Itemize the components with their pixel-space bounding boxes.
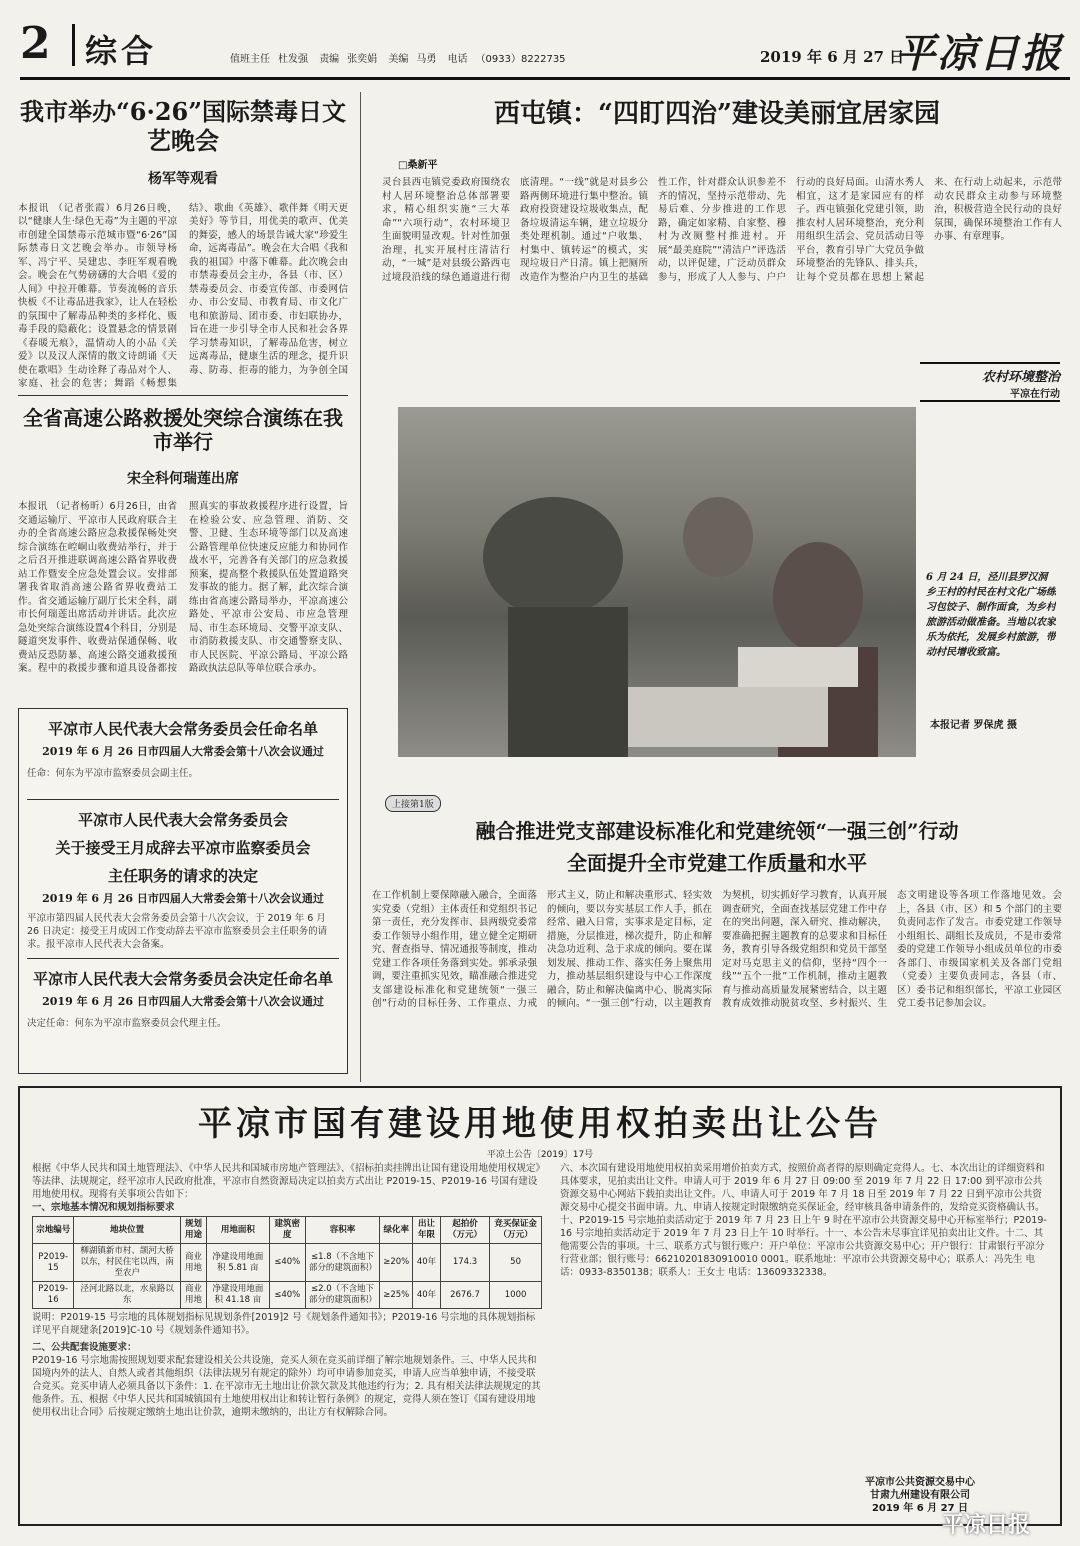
table-cell: ≥20% [380,1244,413,1282]
announcement-intro: 根据《中华人民共和国土地管理法》、《中华人民共和国城市房地产管理法》、《招标拍卖挂牌出让国有建设用地使用权规定》等法律、法规规定，经平凉市人民政府批准，平凉市自然资源局决定以拍卖方式出让 P2019-15、P2019-16 号国有建设用地使用权。现将有关事项公告如下： [32,1163,541,1200]
divider [27,799,339,800]
notice-date: 2019 年 6 月 26 日市四届人大常委会第十八次会议通过 [42,892,324,905]
table-cell: 174.3 [440,1244,489,1282]
paper-name: 平凉日报 [895,30,1063,77]
announcement-title: 平凉市国有建设用地使用权拍卖出让公告 [198,1104,882,1144]
column-header: 宗地编号 [33,1217,74,1244]
notice-decision [27,965,339,1030]
column-header: 容积率 [305,1217,379,1244]
notice-title-line-1: 平凉市人民代表大会常务委员会 [77,811,288,829]
notice-resignation [27,806,339,952]
table-cell: P2019-16 [33,1282,74,1309]
announcement-body-right: 六、本次国有建设用地使用权拍卖采用增价拍卖方式，按照价高者得的原则确定竞得人。七、本次出让的详细资料和具体要求，见拍卖出让文件。申请人可于 2019 年 6 月 27 日 09:00 至 2019 年 7 月 22 日 17:00 到平凉市公共资源交易中心网站下载拍卖出让文件。八、申请人可于 2019 年 7 月 18 日至 2019 年 7 月 22 日到平凉市公共资源交易中心提交书面申请。九、申请人按规定时限缴纳竞买保证金，经审核具备申请条件的，发给竞买资格确认书。十、P2019-15 号宗地拍卖活动定于 2019 年 7 月 23 日上午 9 时在平凉市公共资源交易中心开标室举行；P2019-16 号宗地拍卖活动定于 2019 年 7 月 23 日上午 10 时举行。十一、本公告未尽事宜详见拍卖出让文件。十二、其他需要公告的事项。十三、联系方式与银行账户：开户单位：平凉市公共资源交易中心；开户银行：甘肃银行平凉分行营业部；银行账号：66210201830910010 0001。联系地址：平凉市公共资源交易中心；联系人：冯先生 电话：0933-8350138；联系人：王女士 电话：13609332338。 [560,1163,1047,1278]
continued-tag: 上接第1版 [385,795,441,812]
watermark-logo: 平凉日报 [942,1513,1031,1538]
column-header: 用地面积 [207,1217,269,1244]
column-rule [360,92,361,1082]
table-cell: 商业用地 [180,1244,206,1282]
parcel-table [32,1216,542,1309]
notice-appointment [27,715,339,793]
notice-title-line-2: 关于接受王月成辞去平凉市监察委员会 [55,839,311,857]
divider [18,395,348,396]
phone-number: （0933）8222735 [475,54,566,65]
article-party-building [372,815,1062,1089]
notice-title: 平凉市人民代表大会常务委员会决定任命名单 [32,970,333,988]
notice-date: 2019 年 6 月 26 日市四届人大常委会第十八次会议通过 [42,745,324,758]
notice-body: 决定任命：何东为平凉市监察委员会代理主任。 [27,1018,227,1029]
divider [27,958,339,959]
issue-date: 2019 年 6 月 27 日 [760,48,905,66]
appointment-notices [18,708,348,1074]
article-body: 本报讯 （记者杨昕）6月26日，由省交通运输厅、平凉市人民政府联合主办的全省高速公路应急救援保畅处突综合演练在崆峒山收费站举行，并于之后召开推进联调高速公路省界收费站工作暨安全应急处置会议。安排部署我省取消高速公路省界收费站工作。省交通运输厅副厅长宋全科，副市长何瑞莲出席活动并讲话。此次应急处突综合演练设置4个科目，分别是隧道突发事件、收费站保通保畅、收费站反恐防暴、高速公路交通救援预案。程中的救援步骤和道具设备都按照真实的事故救援程序进行设置，旨在检验公安、应急管理、消防、交警、卫健、生态环境等部门以及高速公路管理单位快速反应能力和协同作战水平，完善各有关部门的应急救援预案，提高整个救援队伍处置道路突发事故的能力。据了解，此次综合演练由省高速公路局举办，平凉高速公路处、平凉市公安局、市应急管理局、市生态环境局、交警平凉支队、市消防救援支队、市交通警察支队、市人民医院、平凉公路局、平凉公路路政执法总队等单位联合承办。 [18,501,348,674]
article-title: 我市举办“6·26”国际禁毒日文艺晚会 [19,97,347,155]
article-title: 西屯镇：“四盯四治”建设美丽宜居家园 [494,99,940,129]
table-row [33,1244,542,1282]
table-cell: ≤40% [269,1244,305,1282]
page-number: 2 [20,18,51,69]
masthead [20,18,1070,80]
table-cell: 柳湖镇新市村、颉河大桥以东，村民住宅以西，南至农户 [74,1244,181,1282]
table-cell: 40年 [413,1282,441,1309]
article-xitun-town [372,92,1062,438]
article-subtitle: 杨军等观看 [148,170,218,187]
section-heading: 二、公共配套设施要求： [32,1342,137,1353]
announcement-ref: 平凉土公告〔2019〕17号 [486,1150,594,1160]
article-body: 在工作机制上要保障融入融合，全面落实党委（党组）主体责任和党组织书记第一责任，充分发挥市、县两级党委常委工作领导小组作用，建立健全定期研究、督查指导、情况通报等制度，推动党建工作各项任务落到实处。郭承录强调，要注重抓实见效，瞄准融合推进党支部建设标准化和党建统领“一强三创”行动的目标任务、工作重点、力戒形式主义，防止和解决重形式、轻实效的倾向，要以夯实基层工作人手，抓在经常、融入日常，实事求是定目标，定措施，分层推进，梯次提升，防止和解决急功近利、急于求成的倾向。要在谋划发展、推动工作、落实任务上聚焦用力，推动基层组织建设与中心工作深度融合，防止和解决偏离中心、脱离实际的倾向。“一强三创”行动，以主题教育为契机，切实抓好学习教育，认真开展调查研究，全面查找基层党建工作中存在的突出问题，深入研究、推动解决，要准确把握主题教育的总要求和目标任务，教育引导各级党组织和党员干部坚定对马克思主义的信仰，坚持“四个一线”“五个一批”工作机制，推动主题教育与推动高质量发展紧密结合，以主题教育成效推动脱贫攻坚、乡村振兴、生态文明建设等各项工作落地见效。会上，各县（市、区）和 5 个部门的主要负责同志作了发言。市委党建工作领导小组组长、副组长及成员，不是市委常委的党建工作领导小组成员单位的市委各部门、市级国家机关及各部门党组（党委）主要负责同志，各县（市、区）委书记和组织部长，平凉工业园区党工委书记参加会议。 [372,890,1062,1009]
photo-scene [398,407,916,757]
table-cell: 2676.7 [440,1282,489,1309]
signature-date: 2019 年 6 月 27 日 [871,1503,969,1514]
environment-tag [920,362,1060,402]
column-header: 出让年限 [413,1217,441,1244]
column-header: 绿化率 [380,1217,413,1244]
table-cell: 商业用地 [180,1282,206,1309]
section-heading: 一、宗地基本情况和规划指标要求 [32,1202,175,1213]
article-title-line-1: 融合推进党支部建设标准化和党建统领“一强三创”行动 [475,819,959,843]
notice-date: 2019 年 6 月 26 日市四届人大常委会第十八次会议通过 [42,995,324,1008]
article-body: 本报讯 （记者张霞）6月26日晚，以“健康人生·绿色无毒”为主题的平凉市创建全国禁毒示范城市暨“6·26”国际禁毒日文艺晚会举办。市领导杨军、冯宁平、吴建忠、李旺军观看晚会。晚会在气势磅礴的大合唱《爱的人间》中拉开帷幕。节奏流畅的音乐快板《不让毒品进我家》，让人在轻松的氛围中了解毒品种类的多样化、贩毒手段的隐蔽化；设置悬念的情景剧《春暖无痕》，温情动人的小品《关爱》以及汉人深情的散文诗朗诵《天使在歌唱》生动诠释了毒品对个人、家庭、社会的危害；舞蹈《畅想集结》、歌曲《英雄》、歌伴舞《明天更美好》等节目，用优美的歌声、优美的舞姿，感人的场景告诫大家“珍爱生命，远离毒品”。晚会在大合唱《我和我的祖国》中落下帷幕。此次晚会由市禁毒委员会主办，各县（市、区）禁毒委员会、市委宣传部、市委网信办、市公安局、市教育局、市文化广电和旅游局、团市委、市妇联协办，旨在进一步引导全市人民和社会各界学习禁毒知识，了解毒品危害，树立远离毒品，健康生活的理念，提升识毒、防毒、拒毒的能力，为争创全国 [18,202,348,390]
responsible-label: 责编 [319,54,340,65]
editor-name: 杜发强 [278,54,308,65]
notice-body: 任命：何东为平凉市监察委员会副主任。 [27,768,199,779]
art-name: 马勇 [416,54,437,65]
table-cell: ≤40% [269,1282,305,1309]
notice-title: 平凉市人民代表大会常务委员会任命名单 [47,720,318,738]
table-cell: ≤2.0（不含地下部分的建筑面积） [305,1282,379,1309]
table-header-row [33,1217,542,1244]
photo-caption: 6 月 24 日，泾川县罗汉洞乡王村的村民在村文化广场练习包饺子、制作面食，为乡村旅游活动做准备。当地以农家乐为依托，发展乡村旅游，带动村民增收致富。 [926,572,1056,658]
article-title: 全省高速公路救援处突综合演练在我市举行 [23,406,343,454]
announcement-body-left: P2019-16 号宗地需按照规划要求配套建设相关公共设施，竞买人须在竞买前详细了解宗地规划条件。三、中华人民共和国境内外的法人、自然人或者其他组织（法律法规另有规定的除外）均可申请参加竞买，申请人应当单独申请，不接受联合竞买。竞买申请人必须具备以下条件：1. 在平凉市无土地出让价款欠款及其他违约行为；2. 具有相关法律法规规定的其他条件。五、根据《中华人民共和国城镇国有土地使用权出让和转让暂行条例》的规定，竞得人须在签订《国有建设用地使用权出让合同》后按规定缴纳土地出让价款，逾期未缴纳的，出让方有权解除合同。 [32,1355,541,1418]
announcement-left [32,1162,542,1464]
table-note: 说明：P2019-15 号宗地的具体规划指标见规划条件[2019]2 号《规划条件通知书》；P2019-16 号宗地的具体规划指标详见平自规建条[2019]C-10 号《规划条件通知书》。 [32,1312,536,1336]
column-header: 建筑密度 [269,1217,305,1244]
table-cell: ≤1.8（不含地下部分的建筑面积） [305,1244,379,1282]
column-header: 起拍价（万元） [440,1217,489,1244]
column-header: 竞买保证金（万元） [490,1217,542,1244]
article-title-line-2: 全面提升全市党建工作质量和水平 [567,851,867,875]
photo-credit: 本报记者 罗保虎 摄 [930,720,1017,731]
table-row [33,1282,542,1309]
notice-title-line-3: 主任职务的请求的决定 [107,867,258,885]
table-cell: 50 [490,1244,542,1282]
section-name: 综合 [72,24,167,66]
signature-org-1: 平凉市公共资源交易中心 [865,1477,975,1488]
tag-subtitle: 平凉在行动 [1010,389,1060,400]
signature-org-2: 甘肃九州建设有限公司 [870,1490,970,1501]
table-cell: 40年 [413,1244,441,1282]
article-body: 灵台县西屯镇党委政府围绕农村人居环境整治总体部署要求，精心组织实施“三大革命”“六项行动”，农村环境卫生面貌明显改观。针对性加强治理，扎实开展村庄清洁行动，“一城”是对县级公路西屯过境段沿线的绿色通道进行彻底清理。“一线”就是对县乡公路两侧环境进行集中整治。镇政府投资建设垃圾收集点，配备垃圾清运车辆，建立垃圾分类处理机制。通过“户收集、村集中、镇转运”的模式，实现垃圾日产日清。镇上把厕所改造作为整治户内卫生的基础性工作，针对群众认识参差不齐的情况，坚持示范带动、先易后难、分步推进的工作思路，确定如家精、自家整、穆村为改厕整村推进村。开展“最美庭院”“清洁户”评选活动，以评促建，广泛动员群众参与，形成了人人参与、户户行动的良好局面。山清水秀人相宜，这才是家园应有的样子。西屯镇强化党建引领，助推农村人居环境整治，充分利用组织生活会、党员活动日等平台，教育引导广大党员争做环境整治的先锋队、排头兵，让每个党员都在思想上紧起来、在行动上动起来，示范带动农民群众主动参与环境整治，积极营造全民行动的良好氛围，确保环境整治工作有人办事、有章理事。 [382,177,1062,283]
auction-announcement [18,1086,1062,1526]
table-cell: ≥25% [380,1282,413,1309]
responsible-name: 张奕娟 [347,54,378,65]
table-cell: 泾河北路以北，水泉路以东 [74,1282,181,1309]
news-photo [398,407,916,757]
editor-label: 值班主任 [230,54,270,65]
table-cell: 净建设用地面积 41.18 亩 [207,1282,269,1309]
phone-label: 电话 [447,54,468,65]
article-highway-drill [18,406,348,725]
article-byline: □桑新平 [398,160,438,171]
table-cell: P2019-15 [33,1244,74,1282]
notice-body: 平凉市第四届人民代表大会常务委员会第十八次会议，于 2019 年 6 月 26 日决定：接受王月成因工作变动辞去平凉市监察委员会主任职务的请求。报平凉市人民代表大会备案。 [27,913,328,950]
editor-credits [230,50,574,65]
table-cell: 净建设用地面积 5.81 亩 [207,1244,269,1282]
article-subtitle: 宋全科何瑞莲出席 [127,471,239,487]
column-header: 规划用途 [180,1217,206,1244]
tag-title: 农村环境整治 [981,370,1060,385]
table-cell: 1000 [490,1282,542,1309]
art-label: 美编 [388,54,409,65]
article-drug-day [18,98,348,392]
column-header: 地块位置 [74,1217,181,1244]
